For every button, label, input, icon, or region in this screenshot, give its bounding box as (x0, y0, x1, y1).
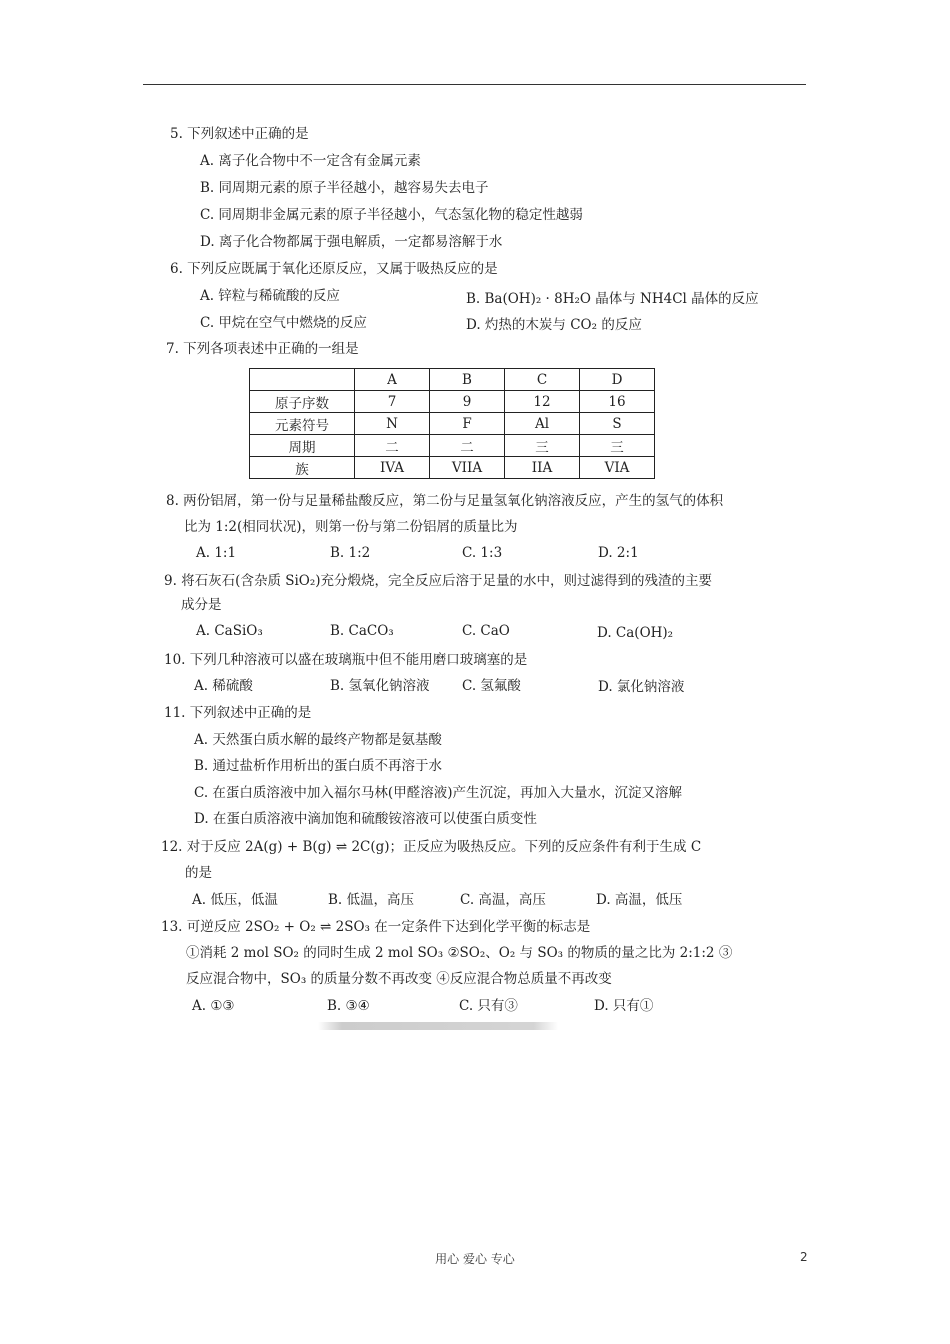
q11-option-a: A. 天然蛋白质水解的最终产物都是氨基酸 (194, 732, 442, 748)
q7-stem: 7. 下列各项表述中正确的一组是 (166, 341, 359, 357)
q9-option-a: A. CaSiO₃ (196, 623, 263, 639)
q10-option-a: A. 稀硫酸 (194, 678, 253, 694)
q12-stem: 12. 对于反应 2A(g) + B(g) ⇌ 2C(g)；正反应为吸热反应。下列的反应条件有利于生成 C (161, 839, 702, 855)
header-rule (143, 84, 806, 85)
q5-stem: 5. 下列叙述中正确的是 (170, 126, 309, 142)
q13-stem-cont-2: 反应混合物中，SO₃ 的质量分数不再改变 ④反应混合物总质量不再改变 (186, 971, 612, 987)
table-cell: VIIA (430, 457, 505, 479)
table-header-row (250, 369, 655, 391)
table-row (250, 413, 655, 435)
q13-option-a: A. ①③ (192, 998, 235, 1014)
q12-option-c: C. 高温，高压 (460, 892, 546, 908)
q10-option-b: B. 氢氧化钠溶液 (330, 678, 430, 694)
q8-stem: 8. 两份铝屑，第一份与足量稀盐酸反应，第二份与足量氢氧化钠溶液反应，产生的氢气的体积 (166, 493, 724, 509)
table-cell: 三 (580, 435, 655, 457)
q5-option-c: C. 同周期非金属元素的原子半径越小，气态氢化物的稳定性越弱 (200, 207, 583, 223)
q5-option-b: B. 同周期元素的原子半径越小，越容易失去电子 (200, 180, 489, 196)
table-cell: 原子序数 (250, 391, 355, 413)
q12-stem-cont: 的是 (185, 865, 212, 881)
q13-stem: 13. 可逆反应 2SO₂ + O₂ ⇌ 2SO₃ 在一定条件下达到化学平衡的标志是 (161, 919, 591, 935)
q13-option-d: D. 只有① (594, 998, 654, 1014)
q13-stem-cont: ①消耗 2 mol SO₂ 的同时生成 2 mol SO₃ ②SO₂、O₂ 与 SO₃ 的物质的量之比为 2:1:2 ③ (186, 945, 733, 961)
q11-stem: 11. 下列叙述中正确的是 (164, 705, 312, 721)
scan-artifact (318, 1022, 558, 1030)
q5-option-a: A. 离子化合物中不一定含有金属元素 (200, 153, 421, 169)
q8-option-b: B. 1:2 (330, 545, 371, 561)
table-cell: 二 (355, 435, 430, 457)
table-cell: N (355, 413, 430, 435)
q9-option-c: C. CaO (462, 623, 510, 639)
q13-option-b: B. ③④ (327, 998, 370, 1014)
q9-option-d: D. Ca(OH)₂ (597, 625, 674, 641)
table-cell: 三 (505, 435, 580, 457)
q10-stem: 10. 下列几种溶液可以盛在玻璃瓶中但不能用磨口玻璃塞的是 (164, 652, 528, 668)
page-footer: 用心 爱心 专心 (435, 1252, 515, 1266)
q12-option-d: D. 高温，低压 (596, 892, 683, 908)
table-row (250, 457, 655, 479)
q12-option-b: B. 低温，高压 (328, 892, 415, 908)
q6-option-c: C. 甲烷在空气中燃烧的反应 (200, 315, 367, 331)
table-cell: VIA (580, 457, 655, 479)
table-cell: 族 (250, 457, 355, 479)
table-cell: 9 (430, 391, 505, 413)
table-cell: 周期 (250, 435, 355, 457)
table-cell: 7 (355, 391, 430, 413)
q9-stem-cont: 成分是 (181, 597, 222, 613)
q11-option-b: B. 通过盐析作用析出的蛋白质不再溶于水 (194, 758, 443, 774)
q6-stem: 6. 下列反应既属于氧化还原反应，又属于吸热反应的是 (170, 261, 498, 277)
q9-stem: 9. 将石灰石(含杂质 SiO₂)充分煅烧，完全反应后溶于足量的水中，则过滤得到的残渣的主要 (164, 573, 713, 589)
q13-option-c: C. 只有③ (459, 998, 518, 1014)
q8-option-d: D. 2:1 (598, 545, 639, 561)
table-cell: S (580, 413, 655, 435)
q6-option-b: B. Ba(OH)₂ · 8H₂O 晶体与 NH4Cl 晶体的反应 (466, 291, 759, 307)
table-row (250, 435, 655, 457)
table-cell: 元素符号 (250, 413, 355, 435)
table-cell: B (430, 369, 505, 391)
table-cell (250, 369, 355, 391)
q6-option-d: D. 灼热的木炭与 CO₂ 的反应 (466, 317, 642, 333)
table-cell: A (355, 369, 430, 391)
table-cell: Al (505, 413, 580, 435)
q6-option-a: A. 锌粒与稀硫酸的反应 (200, 288, 340, 304)
q7-table (249, 368, 655, 479)
q12-option-a: A. 低压，低温 (192, 892, 278, 908)
table-cell: 二 (430, 435, 505, 457)
table-cell: IIA (505, 457, 580, 479)
table-cell: 12 (505, 391, 580, 413)
table-cell: C (505, 369, 580, 391)
table-cell: F (430, 413, 505, 435)
q10-option-d: D. 氯化钠溶液 (598, 679, 685, 695)
q11-option-c: C. 在蛋白质溶液中加入福尔马林(甲醛溶液)产生沉淀，再加入大量水，沉淀又溶解 (194, 785, 682, 801)
q8-stem-cont: 比为 1:2(相同状况)，则第一份与第二份铝屑的质量比为 (184, 519, 518, 535)
page-number: 2 (800, 1250, 808, 1264)
table-cell: 16 (580, 391, 655, 413)
q9-option-b: B. CaCO₃ (330, 623, 394, 639)
table-cell: D (580, 369, 655, 391)
q5-option-d: D. 离子化合物都属于强电解质，一定都易溶解于水 (200, 234, 503, 250)
q8-option-a: A. 1:1 (196, 545, 237, 561)
q11-option-d: D. 在蛋白质溶液中滴加饱和硫酸铵溶液可以使蛋白质变性 (194, 811, 537, 827)
q10-option-c: C. 氢氟酸 (462, 678, 521, 694)
table-cell: IVA (355, 457, 430, 479)
table-row (250, 391, 655, 413)
q8-option-c: C. 1:3 (462, 545, 503, 561)
